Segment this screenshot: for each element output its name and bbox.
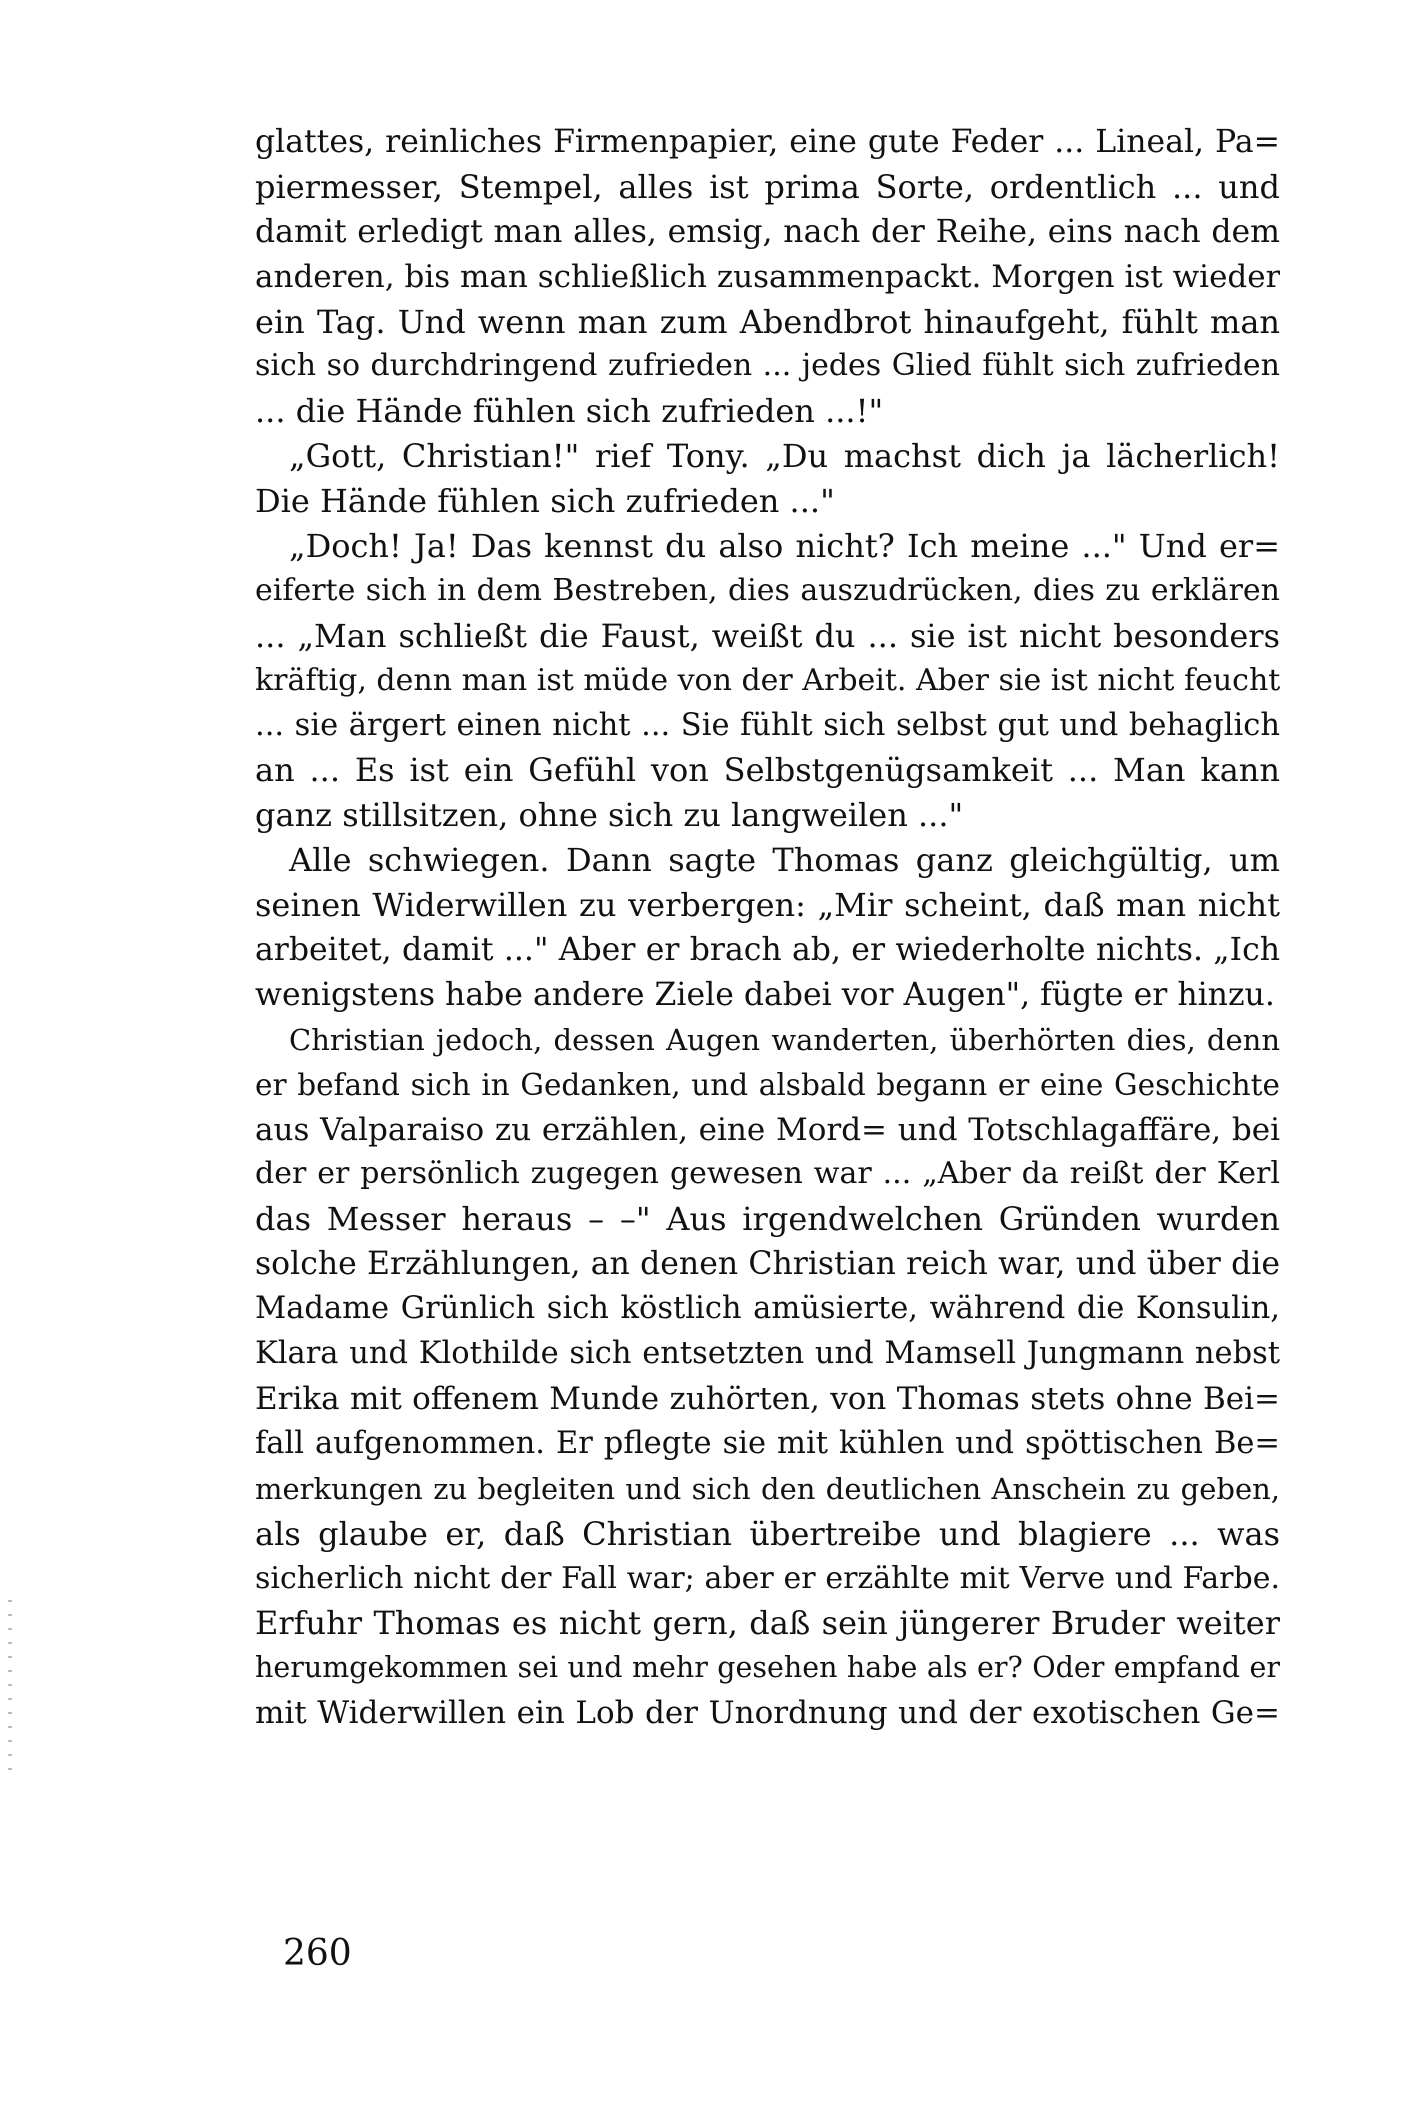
text-line: an ... Es ist ein Gefühl von Selbstgenügsamkeit ... Man kann xyxy=(255,751,1280,790)
binding-edge xyxy=(8,1600,12,1780)
text-line: ganz stillsitzen, ohne sich zu langweilen ..." xyxy=(255,796,964,835)
text-line: herumgekommen sei und mehr gesehen habe als er? Oder empfand er xyxy=(255,1651,1280,1685)
text-line: solche Erzählungen, an denen Christian reich war, und über die xyxy=(255,1246,1280,1283)
text-line: Die Hände fühlen sich zufrieden ..." xyxy=(255,482,835,521)
text-line: ein Tag. Und wenn man zum Abendbrot hinaufgeht, fühlt man xyxy=(255,302,1280,341)
page-number: 260 xyxy=(283,1933,352,1974)
text-line: ... sie ärgert einen nicht ... Sie fühlt sich selbst gut und behaglich xyxy=(255,707,1280,743)
text-line: arbeitet, damit ..." Aber er brach ab, er wiederholte nichts. „Ich xyxy=(255,932,1280,969)
body-text xyxy=(255,120,1280,1736)
text-line: als glaube er, daß Christian übertreibe und blagiere ... was xyxy=(255,1514,1280,1553)
text-line: der er persönlich zugegen gewesen war ... „Aber da reißt der Kerl xyxy=(255,1156,1280,1192)
text-line: damit erledigt man alles, emsig, nach der Reihe, eins nach dem xyxy=(255,213,1280,250)
text-line: ... die Hände fühlen sich zufrieden ...!" xyxy=(255,392,884,431)
text-line: Klara und Klothilde sich entsetzten und Mamsell Jungmann nebst xyxy=(255,1336,1280,1372)
text-line: sich so durchdringend zufrieden ... jedes Glied fühlt sich zufrieden xyxy=(255,348,1280,384)
text-line: er befand sich in Gedanken, und alsbald begann er eine Geschichte xyxy=(255,1067,1280,1102)
text-line: anderen, bis man schließlich zusammenpackt. Morgen ist wieder xyxy=(255,258,1280,295)
text-line: ... „Man schließt die Faust, weißt du ... sie ist nicht besonders xyxy=(255,616,1280,655)
text-line: merkungen zu begleiten und sich den deutlichen Anschein zu geben, xyxy=(255,1471,1280,1506)
text-line: seinen Widerwillen zu verbergen: „Mir scheint, daß man nicht xyxy=(255,886,1280,925)
text-line: „Gott, Christian!" rief Tony. „Du machst dich ja lächerlich! xyxy=(289,437,1280,476)
text-line: mit Widerwillen ein Lob der Unordnung und der exotischen Ge= xyxy=(255,1695,1280,1732)
text-line: das Messer heraus – –" Aus irgendwelchen Gründen wurden xyxy=(255,1200,1280,1239)
text-line: eiferte sich in dem Bestreben, dies auszudrücken, dies zu erklären xyxy=(255,572,1280,608)
text-line: Erika mit offenem Munde zuhörten, von Thomas stets ohne Bei= xyxy=(255,1380,1280,1417)
text-line: kräftig, denn man ist müde von der Arbeit. Aber sie ist nicht feucht xyxy=(255,662,1280,698)
text-line: Christian jedoch, dessen Augen wanderten, überhörten dies, denn xyxy=(289,1022,1280,1057)
text-line: „Doch! Ja! Das kennst du also nicht? Ich meine ..." Und er= xyxy=(289,527,1280,566)
text-line: Erfuhr Thomas es nicht gern, daß sein jüngerer Bruder weiter xyxy=(255,1604,1280,1643)
text-line: Alle schwiegen. Dann sagte Thomas ganz gleichgültig, um xyxy=(289,841,1280,880)
text-line: piermesser, Stempel, alles ist prima Sorte, ordentlich ... und xyxy=(255,167,1280,206)
text-line: Madame Grünlich sich köstlich amüsierte, während die Konsulin, xyxy=(255,1291,1280,1327)
text-line: sicherlich nicht der Fall war; aber er erzählte mit Verve und Farbe. xyxy=(255,1560,1280,1596)
text-line: glattes, reinliches Firmenpapier, eine gute Feder ... Lineal, Pa= xyxy=(255,124,1280,160)
text-line: fall aufgenommen. Er pflegte sie mit kühlen und spöttischen Be= xyxy=(255,1425,1280,1461)
text-line: aus Valparaiso zu erzählen, eine Mord= und Totschlagaffäre, bei xyxy=(255,1111,1280,1148)
text-line: wenigstens habe andere Ziele dabei vor Augen", fügte er hinzu. xyxy=(255,976,1275,1013)
